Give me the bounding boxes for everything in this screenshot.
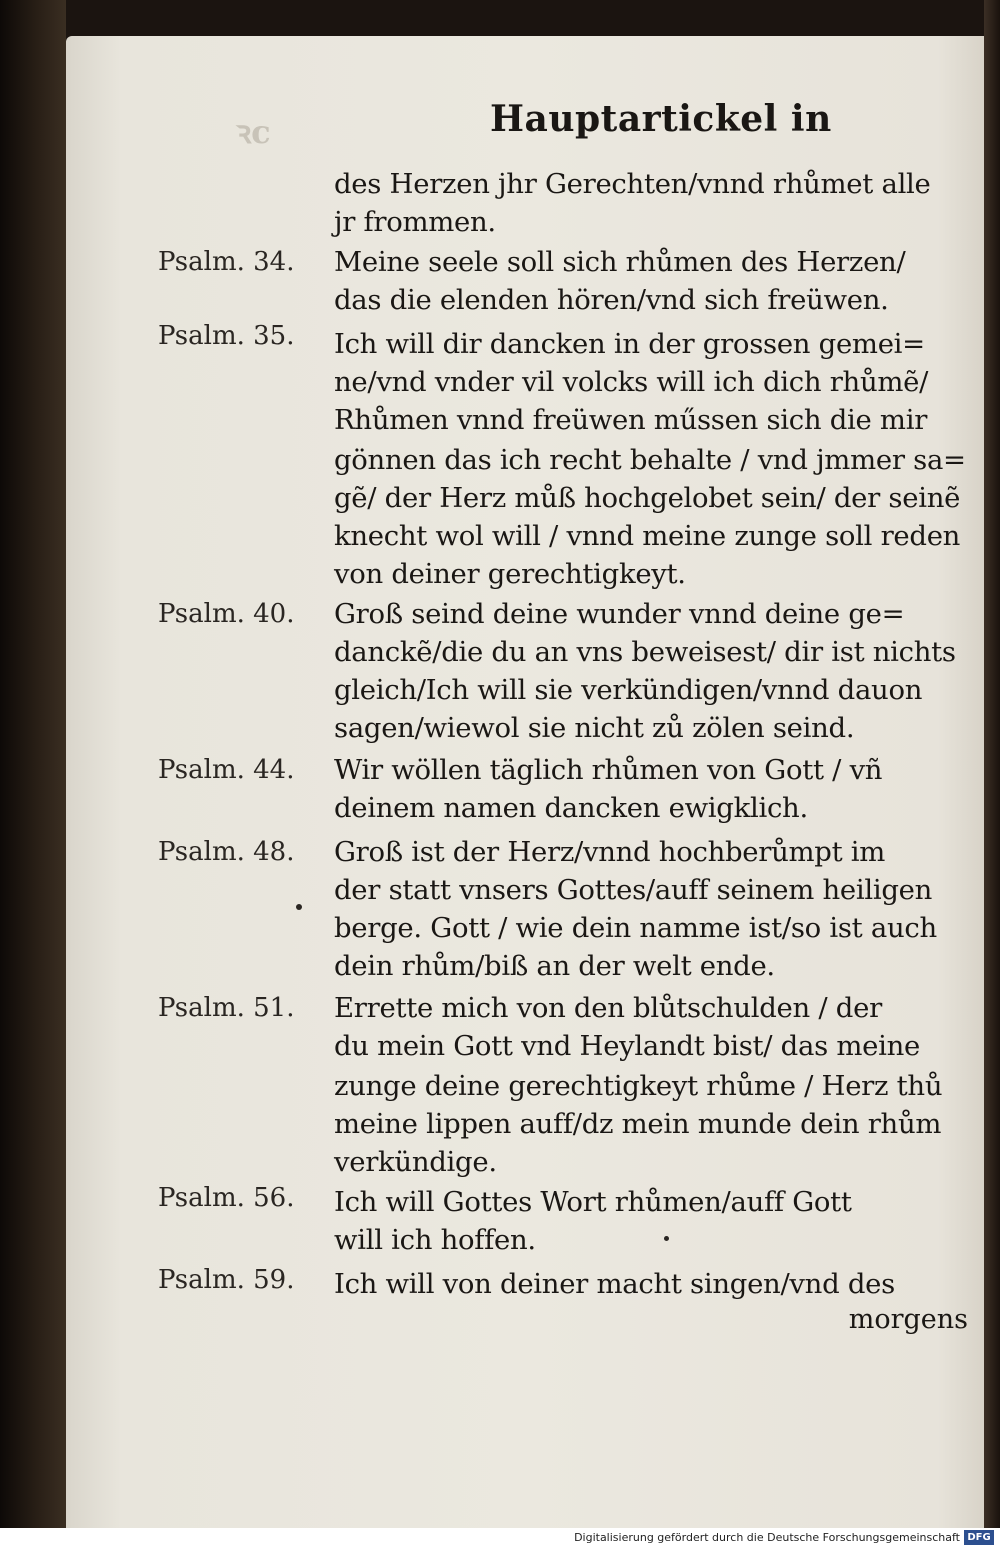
text-line: Wir wöllen täglich rhůmen von Gott / vñ [334, 754, 883, 786]
text-line: Groß ist der Herz/vnnd hochberůmpt im [334, 836, 886, 868]
text-line: zunge deine gerechtigkeyt rhůme / Herz thů [334, 1070, 943, 1102]
text-line: Errette mich von den blůtschulden / der [334, 992, 882, 1024]
margin-psalm-ref: Psalm. 34. [158, 247, 295, 277]
margin-psalm-ref: Psalm. 35. [158, 321, 295, 351]
text-line: der statt vnsers Gottes/auff seinem heiligen [334, 874, 933, 906]
text-line: meine lippen auff/dz mein munde dein rhům [334, 1108, 942, 1140]
text-line: von deiner gerechtigkeyt. [334, 558, 686, 590]
text-line: danckẽ/die du an vns beweisest/ dir ist nichts [334, 636, 956, 668]
text-line: berge. Gott / wie dein namme ist/so ist auch [334, 912, 937, 944]
catchword: morgens [848, 1304, 968, 1335]
text-line: Rhůmen vnnd freüwen műssen sich die mir [334, 404, 928, 436]
show-through-mark: ꝛc [236, 113, 271, 151]
text-line: des Herzen jhr Gerechten/vnnd rhůmet alle [334, 168, 931, 200]
text-line: Ich will von deiner macht singen/vnd des [334, 1268, 895, 1300]
ink-speck [664, 1236, 669, 1241]
text-line: will ich hoffen. [334, 1224, 536, 1256]
page-edge [984, 0, 1000, 1528]
text-line: verkündige. [334, 1146, 497, 1178]
text-line: Groß seind deine wunder vnnd deine ge= [334, 598, 905, 630]
text-line: ne/vnd vnder vil volcks will ich dich rhůmẽ/ [334, 366, 929, 398]
margin-psalm-ref: Psalm. 40. [158, 599, 295, 629]
dfg-logo: DFG [964, 1530, 994, 1545]
text-line: gleich/Ich will sie verkündigen/vnnd dauon [334, 674, 923, 706]
margin-psalm-ref: Psalm. 56. [158, 1183, 295, 1213]
text-line: jr frommen. [334, 206, 496, 238]
text-line: gönnen das ich recht behalte / vnd jmmer sa= [334, 444, 966, 476]
text-line: sagen/wiewol sie nicht zů zölen seind. [334, 712, 855, 744]
text-line: Ich will dir dancken in der grossen gemei= [334, 328, 925, 360]
margin-psalm-ref: Psalm. 48. [158, 837, 295, 867]
funding-credit: Digitalisierung gefördert durch die Deutsche Forschungsgemeinschaft [574, 1531, 960, 1544]
text-line: dein rhům/biß an der welt ende. [334, 950, 775, 982]
text-line: gẽ/ der Herz můß hochgelobet sein/ der seinẽ [334, 482, 961, 514]
text-line: du mein Gott vnd Heylandt bist/ das meine [334, 1030, 920, 1062]
margin-psalm-ref: Psalm. 59. [158, 1265, 295, 1295]
text-line: Meine seele soll sich rhůmen des Herzen/ [334, 246, 906, 278]
margin-psalm-ref: Psalm. 51. [158, 993, 295, 1023]
text-line: deinem namen dancken ewigklich. [334, 792, 808, 824]
text-line: knecht wol will / vnnd meine zunge soll reden [334, 520, 961, 552]
book-binding [0, 0, 66, 1528]
footer-bar [0, 1528, 1000, 1548]
ink-speck [296, 904, 302, 910]
text-line: das die elenden hören/vnd sich freüwen. [334, 284, 889, 316]
margin-psalm-ref: Psalm. 44. [158, 755, 295, 785]
text-line: Ich will Gottes Wort rhůmen/auff Gott [334, 1186, 852, 1218]
running-header: Hauptartickel in [490, 98, 832, 140]
